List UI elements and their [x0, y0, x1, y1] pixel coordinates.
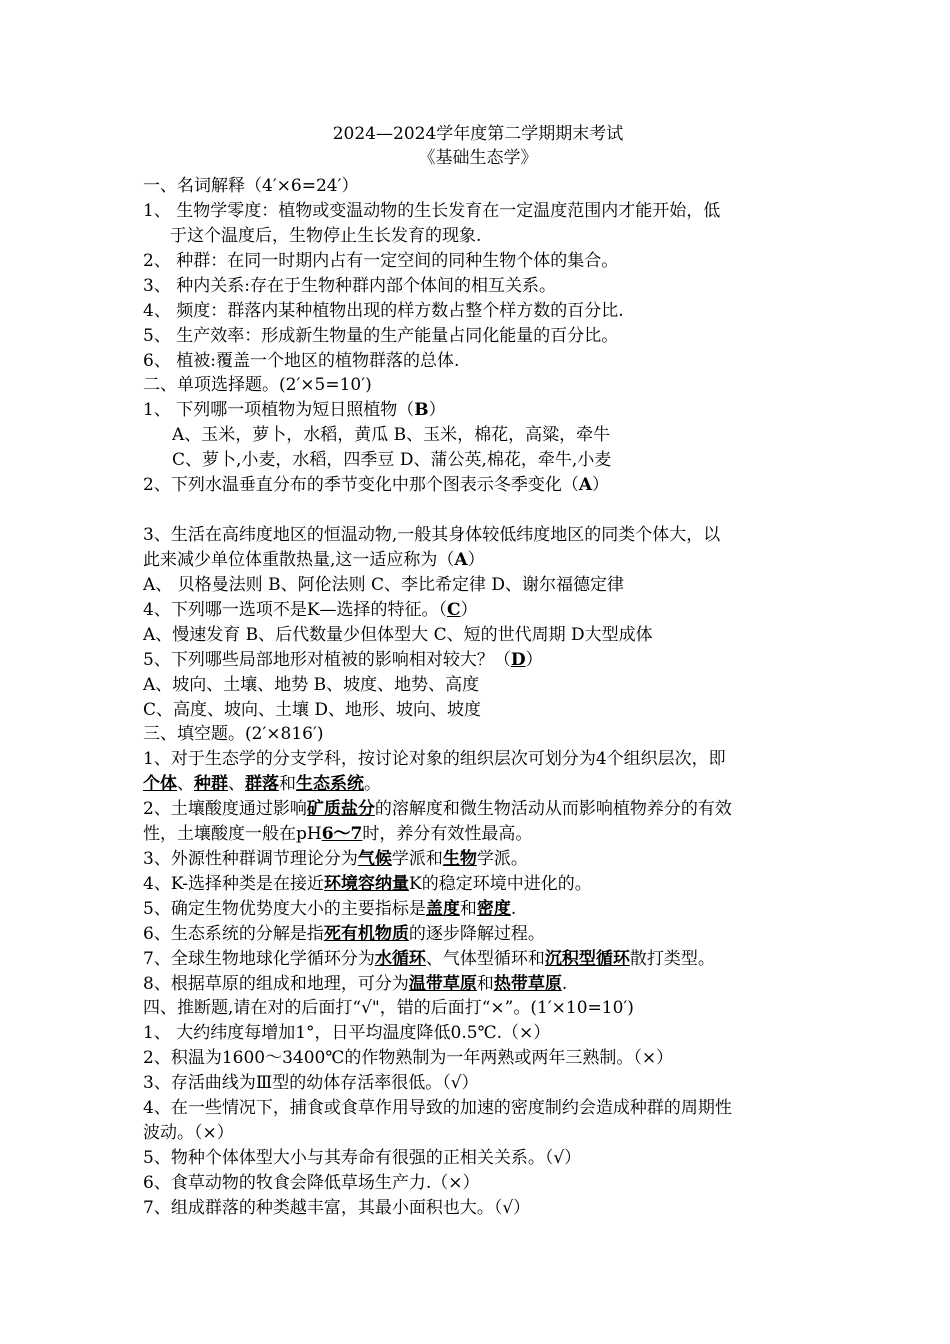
fill-7 — [143, 947, 813, 972]
section-4-heading: 四、推断题,请在对的后面打“√"，错的后面打“×”。(1′×10=10′) — [143, 998, 634, 1018]
question-1-close: ） — [428, 400, 446, 420]
term-1-line-1: 1、 生物学零度：植物或变温动物的生长发育在一定温度范围内才能开始，低 — [143, 201, 721, 221]
fill-7-text-3: 散打类型。 — [629, 949, 715, 969]
judge-6: 6、食草动物的牧食会降低草场生产力.（×） — [143, 1173, 480, 1193]
question-5-text: 5、下列哪些局部地形对植被的影响相对较大？（ — [143, 650, 511, 670]
question-3-options: A、 贝格曼法则 B、阿伦法则 C、李比希定律 D、谢尔福德定律 — [143, 575, 625, 595]
fill-4-text-2: K的稳定环境中进化的。 — [409, 874, 592, 894]
fill-1-sep-1: 、 — [177, 774, 194, 794]
fill-1-answer-4: 生态系统 — [296, 774, 364, 794]
fill-1-end: 。 — [364, 774, 381, 794]
question-1-answer: B — [414, 400, 429, 420]
fill-3-text-1: 3、外源性种群调节理论分为 — [143, 849, 358, 869]
fill-2-line-2 — [143, 822, 813, 847]
question-3-text: 此来减少单位体重散热量,这一适应称为（ — [143, 550, 455, 570]
question-4-text: 4、下列哪一选项不是K—选择的特征。（ — [143, 600, 448, 620]
judge-4-line-1: 4、在一些情况下，捕食或食草作用导致的加速的密度制约会造成种群的周期性 — [143, 1098, 732, 1118]
fill-8-text-3: . — [561, 974, 568, 994]
fill-8-text-1: 8、根据草原的组成和地理，可分为 — [143, 974, 409, 994]
fill-8-answer-2: 热带草原 — [493, 974, 562, 994]
question-4-close: ） — [460, 600, 478, 620]
term-4: 4、 频度：群落内某种植物出现的样方数占整个样方数的百分比. — [143, 301, 624, 321]
term-6: 6、 植被:覆盖一个地区的植物群落的总体. — [143, 351, 460, 371]
fill-8 — [143, 972, 813, 997]
judge-4-line-2: 波动。（×） — [143, 1123, 234, 1143]
fill-5-text-1: 5、确定生物优势度大小的主要指标是 — [143, 899, 426, 919]
fill-2-text-3: 性，土壤酸度一般在pH — [143, 824, 322, 844]
fill-3-text-3: 学派。 — [476, 849, 528, 869]
section-2-heading: 二、单项选择题。(2′×5=10′) — [143, 375, 372, 395]
term-2: 2、 种群：在同一时期内占有一定空间的同种生物个体的集合。 — [143, 251, 619, 271]
fill-7-answer-2: 沉积型循环 — [544, 949, 630, 969]
exam-title: 2024—2024学年度第二学期期末考试 — [332, 124, 624, 144]
fill-4-text-1: 4、K-选择种类是在接近 — [143, 874, 325, 894]
question-5-close: ） — [525, 650, 543, 670]
fill-3-text-2: 学派和 — [391, 849, 443, 869]
judge-1: 1、 大约纬度每增加1°，日平均温度降低0.5℃.（×） — [143, 1023, 551, 1043]
fill-8-answer-1: 温带草原 — [408, 974, 477, 994]
course-subtitle: 《基础生态学》 — [418, 148, 538, 168]
question-3-answer: A — [454, 550, 468, 570]
question-3-line-2 — [143, 548, 813, 573]
question-3-line-1: 3、生活在高纬度地区的恒温动物,一般其身体较低纬度地区的同类个体大，以 — [143, 525, 721, 545]
fill-1-answer-2: 种群 — [194, 774, 228, 794]
fill-1-sep-2: 、 — [228, 774, 245, 794]
fill-6-answer-1: 死有机物质 — [323, 924, 409, 944]
fill-7-text-1: 7、全球生物地球化学循环分为 — [143, 949, 375, 969]
fill-2-line-1 — [143, 797, 813, 822]
term-3: 3、 种内关系:存在于生物种群内部个体间的相互关系。 — [143, 276, 556, 296]
question-5-options-c-d: C、高度、坡向、土壤 D、地形、坡向、坡度 — [143, 700, 482, 720]
question-5 — [143, 648, 813, 673]
fill-3-answer-2: 生物 — [442, 849, 477, 869]
question-2 — [143, 473, 813, 498]
fill-5-answer-1: 盖度 — [425, 899, 460, 919]
fill-2-text-4: 时，养分有效性最高。 — [362, 824, 533, 844]
fill-6 — [143, 922, 813, 947]
fill-3-answer-1: 气候 — [357, 849, 392, 869]
question-5-options-a-b: A、坡向、土壤、地势 B、坡度、地势、高度 — [143, 675, 480, 695]
question-4 — [143, 598, 813, 623]
judge-5: 5、物种个体体型大小与其寿命有很强的正相关关系。（√） — [143, 1148, 582, 1168]
fill-5-text-2: 和 — [459, 899, 477, 919]
fill-4 — [143, 872, 813, 897]
fill-1-sep-3: 和 — [279, 774, 296, 794]
term-5: 5、 生产效率：形成新生物量的生产能量占同化能量的百分比。 — [143, 326, 619, 346]
fill-8-text-2: 和 — [476, 974, 494, 994]
question-4-answer: C — [447, 600, 461, 620]
section-3-heading: 三、填空题。(2′×816′) — [143, 724, 324, 744]
fill-6-text-1: 6、生态系统的分解是指 — [143, 924, 324, 944]
fill-7-text-2: 、气体型循环和 — [425, 949, 545, 969]
question-3-close: ） — [467, 550, 485, 570]
section-1-heading: 一、名词解释（4′×6=24′） — [143, 176, 359, 196]
fill-2-answer-2: 6～7 — [321, 824, 363, 844]
question-1-text: 1、 下列哪一项植物为短日照植物（ — [143, 400, 415, 420]
fill-1-line-2 — [143, 772, 813, 797]
question-1 — [143, 398, 813, 423]
judge-3: 3、存活曲线为Ⅲ型的幼体存活率很低。（√） — [143, 1073, 479, 1093]
fill-1-answer-1: 个体 — [143, 774, 177, 794]
fill-1-answer-3: 群落 — [245, 774, 279, 794]
question-2-text: 2、下列水温垂直分布的季节变化中那个图表示冬季变化（ — [143, 475, 579, 495]
fill-4-answer-1: 环境容纳量 — [324, 874, 410, 894]
fill-6-text-2: 的逐步降解过程。 — [408, 924, 545, 944]
fill-5 — [143, 897, 813, 922]
term-1-line-2: 于这个温度后，生物停止生长发育的现象. — [170, 226, 482, 246]
fill-1-line-1: 1、对于生态学的分支学科，按讨论对象的组织层次可划分为4个组织层次，即 — [143, 749, 726, 769]
question-2-answer: A — [578, 475, 593, 495]
fill-5-answer-2: 密度 — [476, 899, 511, 919]
question-1-options-c-d: C、萝卜,小麦，水稻，四季豆 D、蒲公英,棉花，牵牛,小麦 — [172, 450, 612, 470]
fill-5-text-3: . — [510, 899, 517, 919]
question-4-options: A、慢速发育 B、后代数量少但体型大 C、短的世代周期 D大型成体 — [143, 625, 653, 645]
question-5-answer: D — [510, 650, 526, 670]
judge-2: 2、积温为1600～3400℃的作物熟制为一年两熟或两年三熟制。（×） — [143, 1048, 674, 1068]
question-1-options-a-b: A、玉米，萝卜，水稻，黄瓜 B、玉米，棉花，高粱，牵牛 — [172, 425, 611, 445]
fill-2-text-1: 2、土壤酸度通过影响 — [143, 799, 307, 819]
judge-7: 7、组成群落的种类越丰富，其最小面积也大。（√） — [143, 1198, 531, 1218]
fill-2-text-2: 的溶解度和微生物活动从而影响植物养分的有效 — [374, 799, 732, 819]
fill-3 — [143, 847, 813, 872]
question-2-close: ） — [592, 475, 610, 495]
fill-2-answer-1: 矿质盐分 — [306, 799, 375, 819]
fill-7-answer-1: 水循环 — [374, 949, 426, 969]
